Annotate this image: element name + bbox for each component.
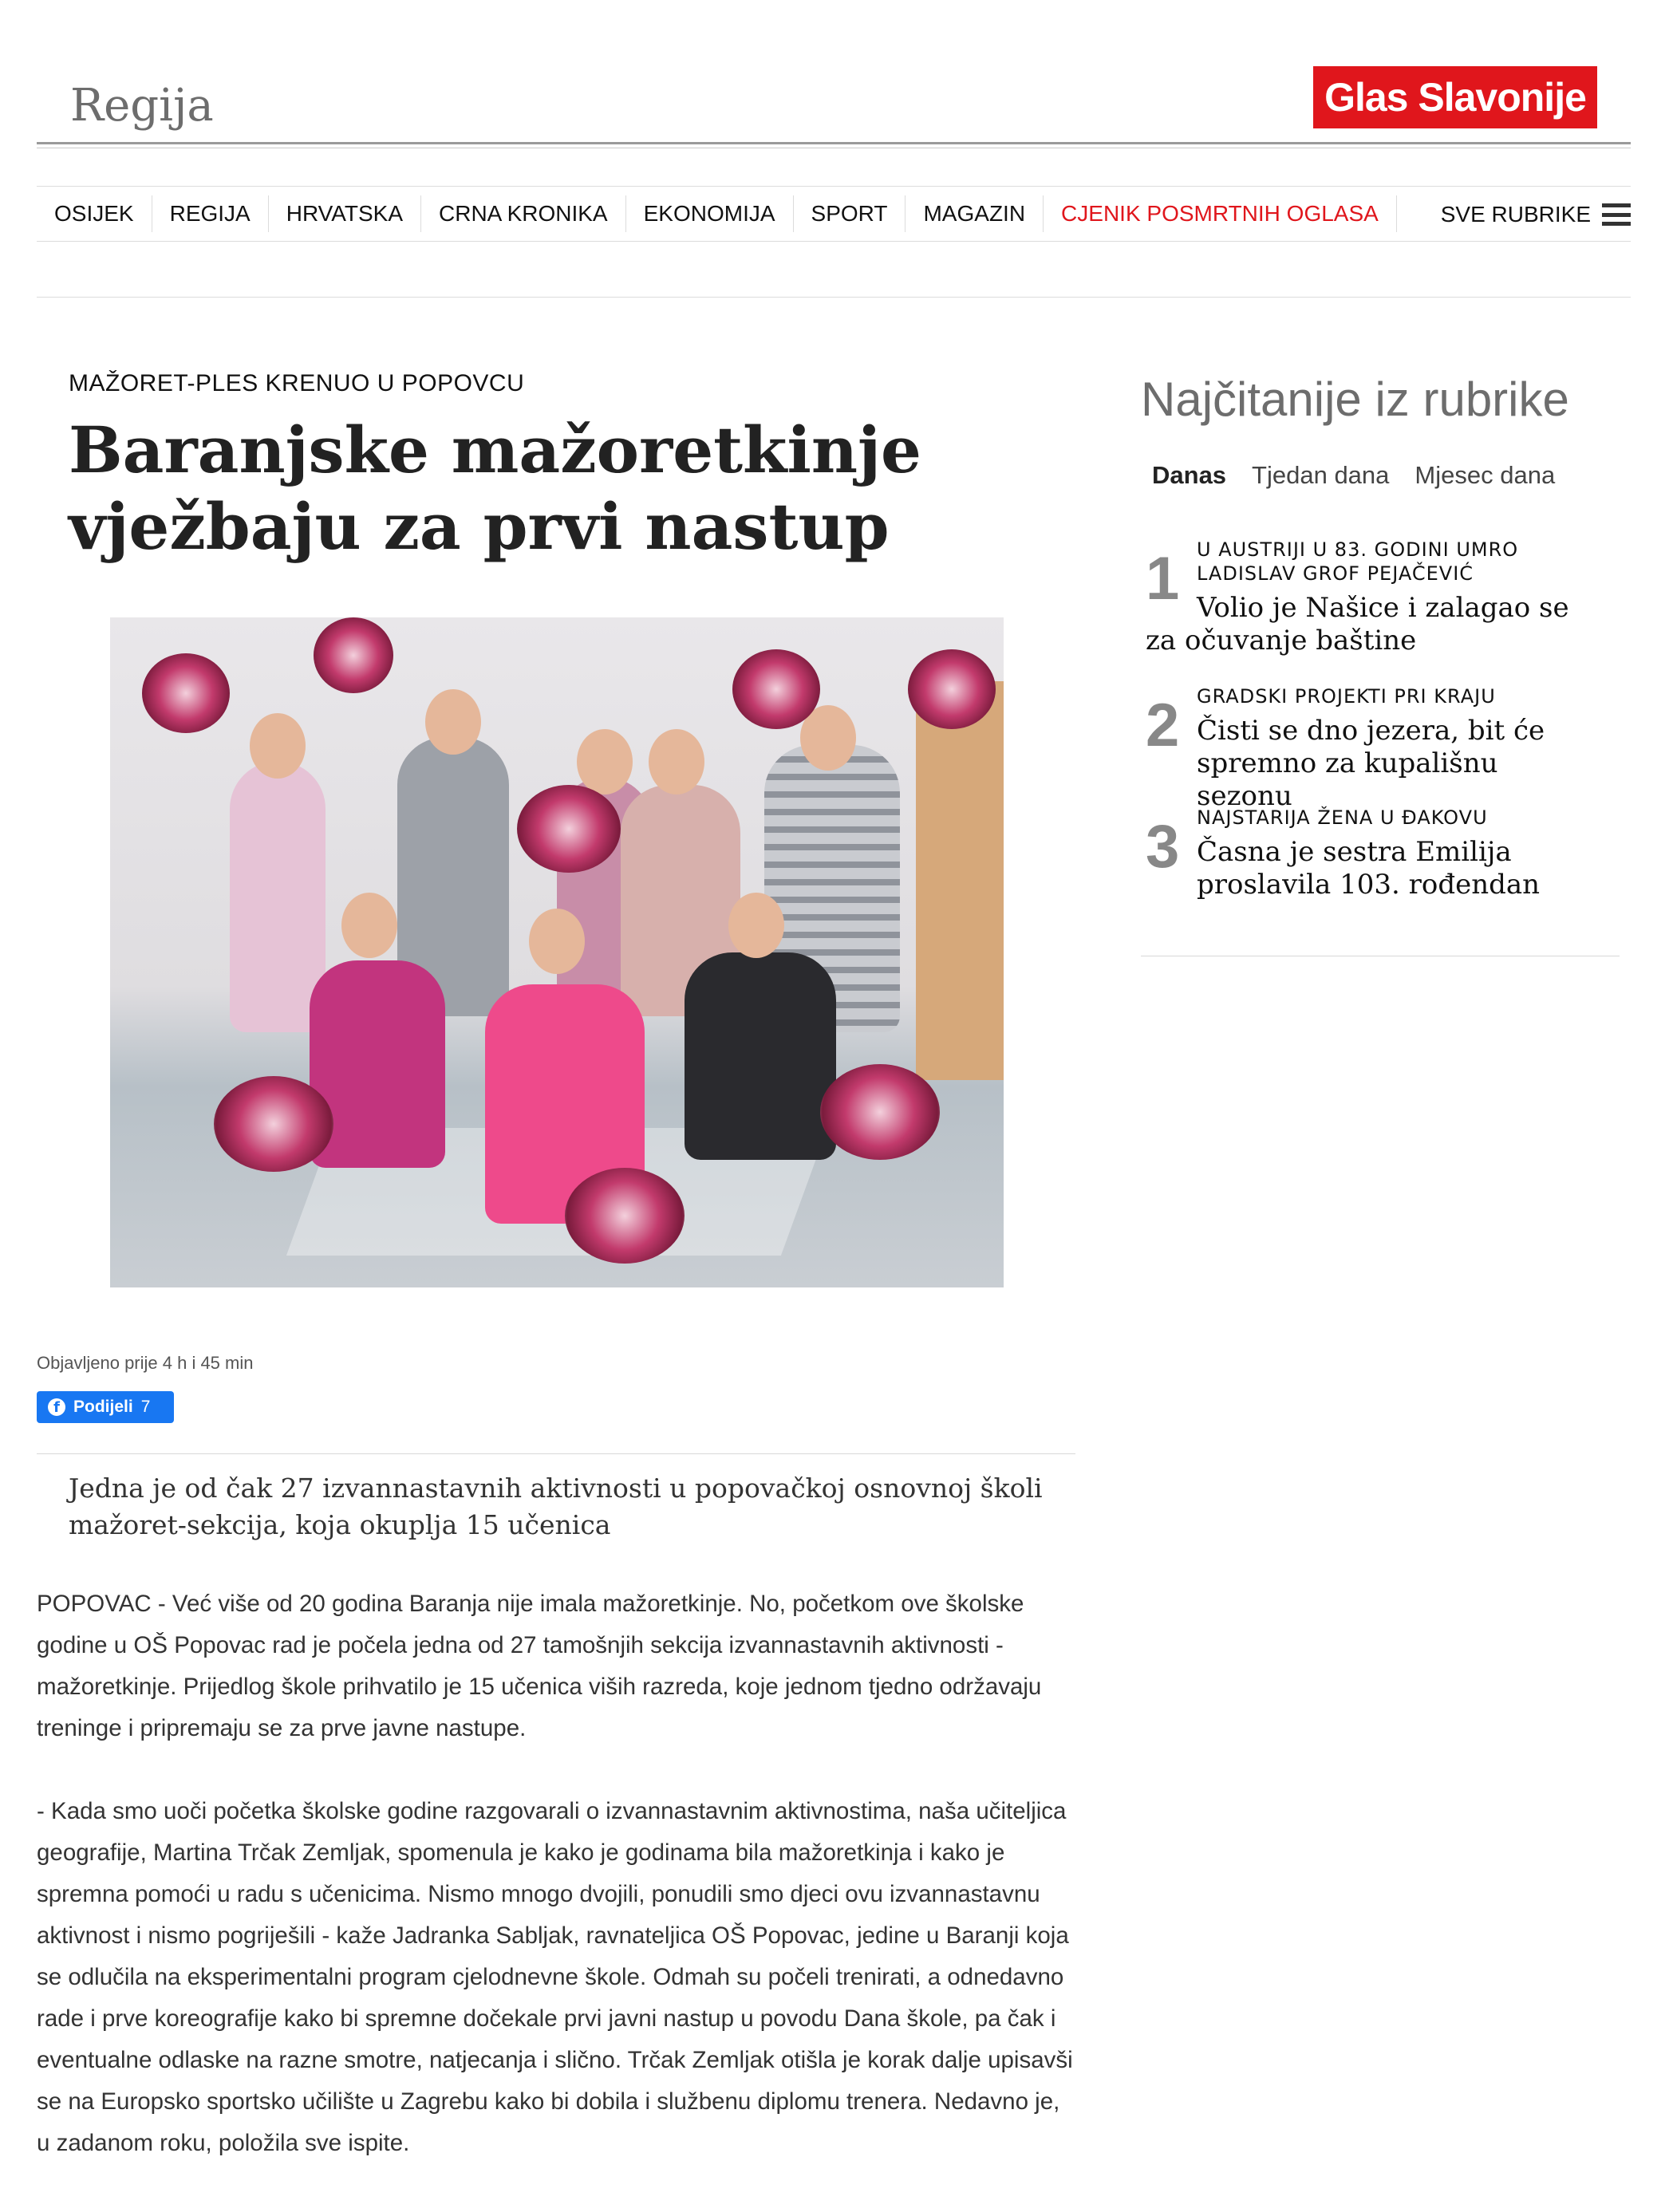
all-sections-button[interactable] [1441,187,1631,242]
nav-bottom-divider [37,297,1631,298]
nav-item-magazin[interactable]: MAGAZIN [906,195,1044,232]
photo-pompom [214,1076,333,1172]
photo-pompom [142,653,230,733]
photo-girl [685,952,836,1160]
photo-pompom [517,785,621,873]
photo-girl-head [250,713,306,779]
photo-girl-head [529,909,585,974]
site-logo[interactable]: Glas Slavonije [1313,66,1597,128]
tab-danas[interactable]: Danas [1152,461,1227,489]
photo-pompom [314,617,393,693]
hamburger-menu-icon [1602,203,1631,226]
nav-item-sport[interactable]: SPORT [794,195,906,232]
most-read-headline[interactable]: Časna je sestra Emilija proslavila 103. rođendan [1197,836,1541,901]
most-read-kicker: NAJSTARIJA ŽENA U ĐAKOVU [1197,806,1488,829]
sidebar-title: Najčitanije iz rubrike [1141,373,1569,426]
most-read-item[interactable] [1146,684,1592,812]
photo-girl-head [425,689,481,755]
site-header [37,64,1631,152]
lead-divider [37,1453,1075,1454]
article-paragraph: POPOVAC - Već više od 20 godina Baranja nije imala mažoretkinje. No, početkom ove školske godine u OŠ Popovac rad je počela jedna od 27 tamošnjih sekcija izvannastavnih aktivnosti - mažoretkinje. Prijedlog škole prihvatilo je 15 učenica viših razreda, koje jednom tjedno održavaju treninge i pripremaju se za prve javne nastupe. [37,1591,1042,1741]
photo-girl-head [649,729,704,795]
article-body [37,1583,1075,2206]
main-nav [37,186,1631,242]
article-lead: Jedna je od čak 27 izvannastavnih aktivnosti u popovačkoj osnovnoj školi mažoret-sekcija, koja okuplja 15 učenica [69,1473,1043,1540]
header-divider [37,142,1631,144]
photo-girl [230,761,326,1032]
photo-pompom [732,649,820,729]
nav-item-regija[interactable]: REGIJA [152,195,269,232]
nav-item-osijek[interactable]: OSIJEK [37,195,152,232]
most-read-item[interactable] [1146,538,1592,665]
article-kicker: MAŽORET-PLES KRENUO U POPOVCU [69,370,525,396]
photo-girl-head [341,893,397,958]
facebook-icon: f [48,1398,65,1416]
most-read-rank: 2 [1146,692,1180,759]
photo-background-window [916,681,1004,1080]
tab-tjedan-dana[interactable]: Tjedan dana [1252,461,1390,489]
share-label: Podijeli [73,1398,133,1416]
nav-item-ekonomija[interactable]: EKONOMIJA [626,195,794,232]
article-photo[interactable] [110,617,1004,1287]
most-read-headline[interactable]: Čisti se dno jezera, bit će spremno za kupališnu sezonu [1197,715,1545,812]
most-read-rank: 1 [1146,545,1180,613]
article-headline: Baranjske mažoretkinje vježbaju za prvi nastup [69,412,921,564]
sidebar-tabs [1152,461,1555,490]
nav-item-cjenik-posmrtnih-oglasa[interactable]: CJENIK POSMRTNIH OGLASA [1044,195,1397,232]
most-read-kicker: GRADSKI PROJEKTI PRI KRAJU [1197,685,1496,708]
most-read-item[interactable] [1146,806,1592,909]
nav-item-hrvatska[interactable]: HRVATSKA [269,195,421,232]
photo-girl-head [728,893,784,958]
article-paragraph: - Kada smo uoči početka školske godine razgovarali o izvannastavnim aktivnostima, naša učiteljica geografije, Martina Trčak Zemljak, spomenula je kako je godinama bila mažoretkinja i kako je spremna pomoći u radu s učenicima. Nismo mnogo dvojili, ponudili smo djeci ovu izvannastavnu aktivnost i nismo pogriješili - kaže Jadranka Sabljak, ravnateljica OŠ Popovac, jedine u Baranji koja se odlučila na eksperimentalni program cjelodnevne škole. Odmah su počeli trenirati, a odnedavno rade i prve koreografije kako bi spremne dočekale prvi javni nastup u povodu Dana škole, pa čak i eventualne odlaske na razne smotre, natjecanja i slično. Trčak Zemljak otišla je korak dalje upisavši se na Europsko sportsko učilište u Zagrebu kako bi dobila i službenu diplomu trenera. Nedavno je, u zadanom roku, položila sve ispite. [37,1798,1073,2156]
most-read-headline[interactable]: Volio je Našice i zalagao se za očuvanje baštine [1146,592,1569,657]
nav-item-crna-kronika[interactable]: CRNA KRONIKA [421,195,626,232]
all-sections-label: SVE RUBRIKE [1440,202,1591,227]
section-title[interactable]: Regija [70,80,214,132]
facebook-share-button[interactable] [37,1391,174,1423]
share-count: 7 [140,1398,151,1416]
tab-mjesec-dana[interactable]: Mjesec dana [1415,461,1556,489]
photo-pompom [908,649,996,729]
photo-pompom [820,1064,940,1160]
photo-girl-head [577,729,633,795]
photo-pompom [565,1168,685,1264]
most-read-kicker: U AUSTRIJI U 83. GODINI UMRO LADISLAV GROF PEJAČEVIĆ [1197,538,1519,585]
published-time: Objavljeno prije 4 h i 45 min [37,1353,254,1373]
most-read-rank: 3 [1146,813,1180,881]
